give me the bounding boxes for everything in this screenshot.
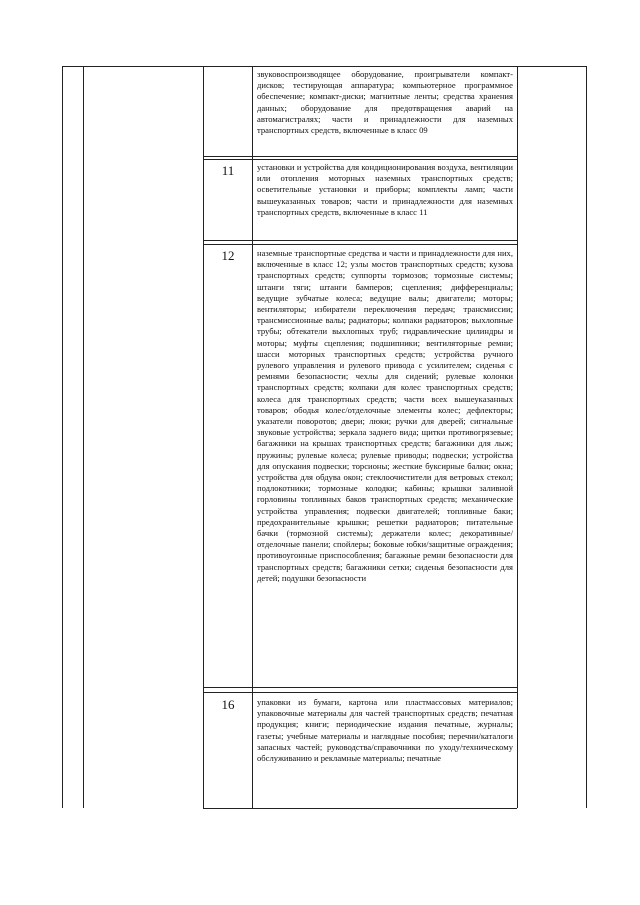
class-number-cell: 12 — [221, 248, 235, 263]
row-divider-3b — [203, 692, 517, 693]
table-border-col4 — [517, 66, 518, 808]
row-divider-2a — [203, 240, 517, 241]
table-border-top — [62, 66, 587, 67]
table-border-bottom — [203, 808, 517, 809]
row-divider-2b — [203, 244, 517, 245]
class-number-cell: 16 — [221, 697, 235, 712]
row-divider-3a — [203, 687, 517, 688]
goods-description-cell: установки и устройства для кондиционирования воздуха, вентиляции или отопления моторных наземных транспортных средств; осветительные установки и приборы; комплекты ламп; части вышеуказанных товаров; части и принадлежности для наземных транспортных средств, включенные в класс 11 — [257, 162, 513, 217]
goods-description-cell: звуковоспроизводящее оборудование, проигрыватели компакт-дисков; тестирующая аппаратура; компьютерное программное обеспечение; компакт-диски; магнитные ленты; средства хранения данных; оборудование для предотвращения аварий на автомагистралях; части и принадлежности для наземных транспортных средств, включенные в класс 09 — [257, 69, 513, 136]
goods-description-cell: наземные транспортные средства и части и принадлежности для них, включенные в класс 12; узлы мостов транспортных средств; кузова транспортных средств; суппорты тормозов; тормозные системы; штанги тяги; штанги бамперов; сцепления; дифференциалы; ведущие зубчатые колеса; ведущие валы; двигатели; моторы; вентиляторы; избиратели переключения передач; трансмиссии; трансмиссионные валы; радиаторы; колпаки радиаторов; выхлопные трубы; обтекатели выхлопных труб; гидравлические цилиндры и моторы; муфты сцепления; подшипники; вентиляторные ремни; шасси моторных транспортных средств; устройства ручного рулевого управления и рулевого привода с усилителем; сиденья с ремнями безопасности; чехлы для сидений; рулевые колонки транспортных средств; колпаки для колес транспортных средств; колеса для транспортных средств; части всех вышеуказанных товаров; ободья колес/отделочные элементы колес; дефлекторы; указатели поворотов; двери; люки; ручки для дверей; сигнальные звуковые устройства; зеркала заднего вида; щитки противогрязевые; багажники на крышах транспортных средств; багажники для лыж; пружины; рулевые колеса; рулевые приводы; подвески; устройства для опускания подвески; торсионы; жесткие буксирные балки; окна; устройства для обдува окон; стеклоочистители для ветровых стекол; подлокотники; тормозные колодки; кабины; крышки заливной горловины топливных баков транспортных средств; механические устройства управления; подвески двигателей; топливные баки; предохранительные крышки; решетки радиаторов; питательные бачки (тормозной системы); держатели колес; декоративные/отделочные панели; спойлеры; боковые юбки/защитные ограждения; противоугонные приспособления; багажные ремни безопасности для транспортных средств; багажники сетки; сиденья безопасности для детей; подушки безопасности — [257, 248, 513, 583]
goods-description-cell: упаковки из бумаги, картона или пластмассовых материалов; упаковочные материалы для частей транспортных средств; печатная продукция; книги; периодические издания печатные, журналы; газеты; учебные материалы и наглядные пособия; перечни/каталоги запасных частей; руководства/справочники по уходу/техническому обслуживанию и рекламные материалы; печатные — [257, 697, 513, 764]
table-border-right — [586, 66, 587, 808]
table-border-col1 — [83, 66, 84, 808]
row-divider-1b — [203, 159, 517, 160]
class-number-cell: 11 — [221, 163, 235, 178]
row-divider-1a — [203, 156, 517, 157]
table-border-left — [62, 66, 63, 808]
